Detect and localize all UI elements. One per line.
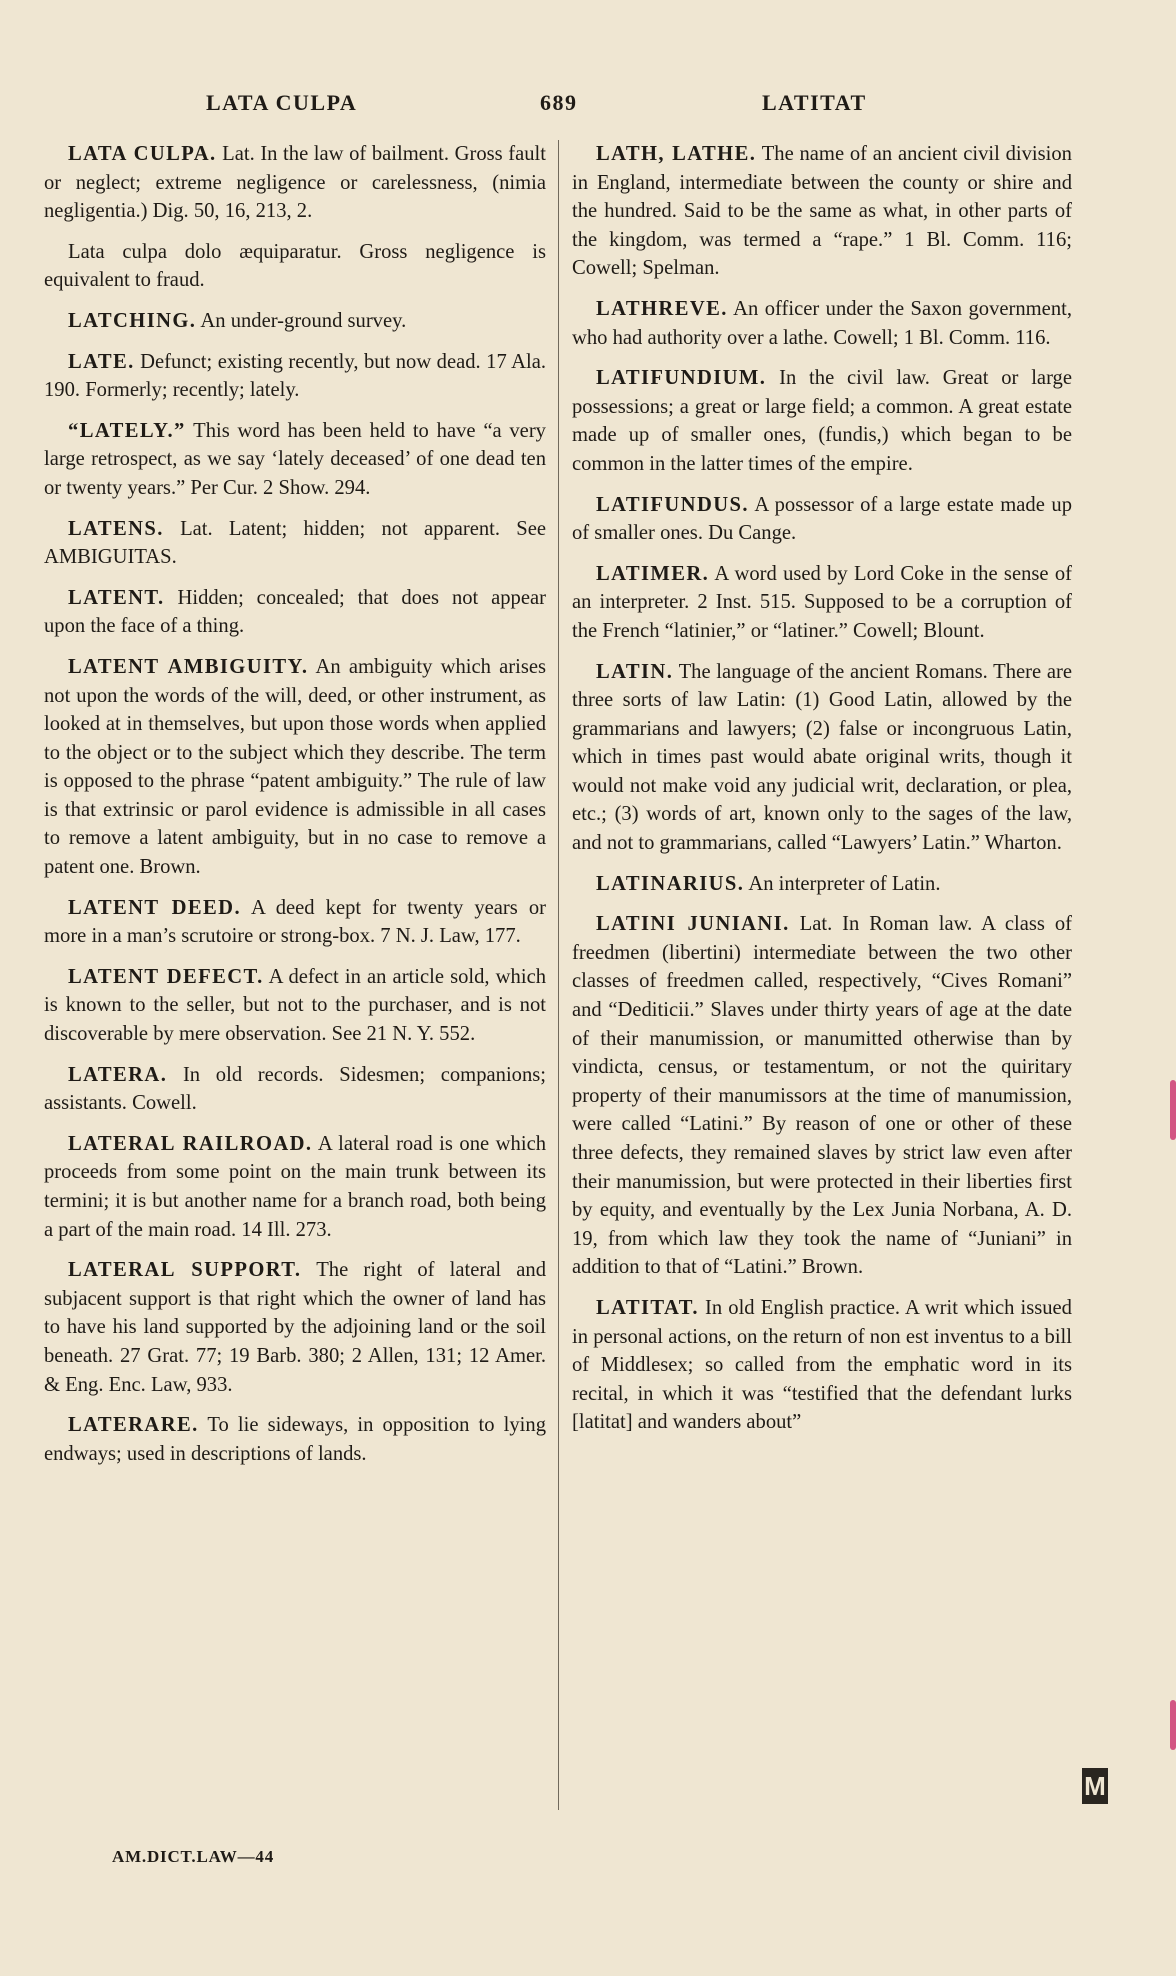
entry-headword: LATERAL SUPPORT.	[68, 1259, 302, 1282]
entry-definition: Defunct; existing recently, but now dead. 17 Ala. 190. Formerly; recently; lately.	[44, 350, 546, 402]
entry-headword: LATENT.	[68, 586, 165, 609]
entry-headword: LATIMER.	[596, 562, 710, 585]
entry-headword: LATCHING.	[68, 309, 197, 332]
entry-headword: LATIFUNDIUM.	[596, 367, 767, 390]
entry-definition: In old English practice. A writ which issued in personal actions, on the return of non est inventus to a bill of Middlesex; so called from the emphatic word in its recital, in which it was “testified that the defendant lurks [latitat] and wanders about”	[572, 1296, 1072, 1434]
entry-headword: LATE.	[68, 350, 135, 373]
entry	[572, 870, 1072, 899]
left-column	[44, 140, 546, 1480]
entry	[572, 491, 1072, 548]
page-edge-mark	[1170, 1080, 1176, 1140]
thumb-index-tab[interactable]: M	[1082, 1768, 1108, 1804]
right-column	[572, 140, 1072, 1449]
entry-definition: In old records. Sidesmen; companions; assistants. Cowell.	[44, 1063, 546, 1115]
entry-headword: LATERAL RAILROAD.	[68, 1132, 313, 1155]
entry-headword: LATERA.	[68, 1063, 168, 1086]
entry-definition: An ambiguity which arises not upon the words of the will, deed, or other instrument, as looked at in themselves, but upon those words when applied to the object or to the subject which they describe. The term is opposed to the phrase “patent ambiguity.” The rule of law is that extrinsic or parol evidence is admissible in all cases to remove a latent ambiguity, but in no case to remove a patent one. Brown.	[44, 655, 547, 879]
entry	[44, 348, 546, 405]
entry	[572, 140, 1072, 283]
entry-headword: LATENT DEED.	[68, 896, 242, 919]
entry-definition: A possessor of a large estate made up of smaller ones. Du Cange.	[572, 493, 1073, 545]
entry	[44, 307, 546, 336]
entry-definition: Lat. In Roman law. A class of freedmen (libertini) intermediate between the two other classes of freedmen called, respectively, “Cives Romani” and “Dediticii.” Slaves under thirty years of age at the date of their manumission, or manumitted otherwise than by vindicta, census, or testamentum, or not the quiritary property of their manumissors at the time of manumission, were called “Latini.” By reason of one or other of these three defects, they remained slaves by strict law even after their manumission, but were protected in their liberties first by equity, and eventually by the Lex Junia Norbana, A. D. 19, from which law they took the name of “Juniani” in addition to that of “Latini.” Brown.	[572, 913, 1072, 1279]
entry-headword: LATERARE.	[68, 1414, 199, 1437]
entry-definition: A deed kept for twenty years or more in a man’s scrutoire or strong-box. 7 N. J. Law, 177.	[44, 896, 546, 948]
entry-headword: LATENT AMBIGUITY.	[68, 655, 309, 678]
running-head	[0, 90, 1176, 124]
entry	[572, 364, 1072, 478]
entry-definition: To lie sideways, in opposition to lying endways; used in descriptions of lands.	[44, 1414, 546, 1465]
entry-definition: A lateral road is one which proceeds from some point on the main trunk between its termini; it is but another name for a branch road, both being a part of the main road. 14 Ill. 273.	[44, 1132, 547, 1241]
page-number: 689	[540, 90, 578, 115]
entry-definition: The right of lateral and subjacent support is that right which the owner of land has to have his land supported by the adjoining land or the soil beneath. 27 Grat. 77; 19 Barb. 380; 2 Allen, 131; 12 Amer. & Eng. Enc. Law, 933.	[44, 1259, 546, 1396]
entry-headword: LATHREVE.	[596, 297, 728, 320]
entry-definition: Hidden; concealed; that does not appear upon the face of a thing.	[44, 586, 546, 638]
entry-definition: Lat. Latent; hidden; not apparent. See AMBIGUITAS.	[44, 517, 546, 569]
entry	[44, 1061, 546, 1118]
entry-definition: An under-ground survey.	[200, 309, 407, 332]
entry	[572, 658, 1072, 858]
entry-definition: In the civil law. Great or large possessions; a great or large field; a common. A great estate made up of smaller ones, (fundis,) which began to be common in the latter times of the empire.	[572, 367, 1072, 475]
entry	[44, 584, 546, 641]
entry-headword: LATINI JUNIANI.	[596, 913, 790, 936]
page-edge-mark	[1170, 1700, 1176, 1750]
entry	[44, 1256, 546, 1399]
entry-headword: LATENS.	[68, 517, 164, 540]
column-divider	[558, 140, 559, 1810]
entry-headword: LATINARIUS.	[596, 872, 745, 895]
running-head-right: LATITAT	[762, 90, 867, 115]
entry	[44, 238, 546, 295]
entry-headword: LATIN.	[596, 660, 674, 683]
entry	[44, 653, 546, 882]
entry	[572, 1294, 1072, 1437]
entry	[44, 1130, 546, 1244]
entry-definition: An interpreter of Latin.	[748, 872, 941, 895]
entry	[44, 417, 546, 503]
entry-headword: LATA CULPA.	[68, 143, 217, 165]
entry-headword: LATITAT.	[596, 1296, 699, 1319]
entry	[44, 140, 546, 226]
entry	[572, 560, 1072, 646]
running-head-left: LATA CULPA	[206, 90, 358, 115]
entry-definition: A word used by Lord Coke in the sense of an interpreter. 2 Inst. 515. Supposed to be a corruption of the French “latinier,” or “latiner.” Cowell; Blount.	[572, 562, 1072, 642]
entry-definition: The language of the ancient Romans. There are three sorts of law Latin: (1) Good Latin, allowed by the grammarians and lawyers; (2) false or incongruous Latin, which in times past would abate original writs, though it would not make void any judicial writ, declaration, or plea, etc.; (3) words of art, known only to the sages of the law, and not to grammarians, called “Lawyers’ Latin.” Wharton.	[572, 660, 1072, 855]
entry-definition: A defect in an article sold, which is known to the seller, but not to the purchaser, and is not discoverable by mere observation. See 21 N. Y. 552.	[44, 965, 547, 1046]
entry-definition: The name of an ancient civil division in England, intermediate between the county or shire and the hundred. Said to be the same as what, in other parts of the kingdom, was termed a “rape.” 1 Bl. Comm. 116; Cowell; Spelman.	[572, 143, 1072, 280]
entry	[44, 963, 546, 1049]
entry-definition: Lata culpa dolo æquiparatur. Gross negligence is equivalent to fraud.	[44, 240, 546, 292]
entry-headword: “LATELY.”	[68, 419, 186, 442]
entry	[44, 894, 546, 951]
entry-headword: LATENT DEFECT.	[68, 965, 264, 988]
entry-definition: An officer under the Saxon government, who had authority over a lathe. Cowell; 1 Bl. Comm. 116.	[572, 297, 1072, 349]
entry-definition: Lat. In the law of bailment. Gross fault or neglect; extreme negligence or carelessness, (nimia negligentia.) Dig. 50, 16, 213, 2.	[44, 143, 547, 223]
entry	[572, 295, 1072, 352]
entry	[572, 910, 1072, 1282]
entry-headword: LATH, LATHE.	[596, 143, 757, 165]
entry-definition: This word has been held to have “a very large retrospect, as we say ‘lately deceased’ of one dead ten or twenty years.” Per Cur. 2 Show. 294.	[44, 419, 546, 499]
entry	[44, 515, 546, 572]
entry-headword: LATIFUNDUS.	[596, 493, 749, 516]
signature-mark: AM.DICT.LAW—44	[112, 1847, 275, 1866]
entry	[44, 1411, 546, 1468]
